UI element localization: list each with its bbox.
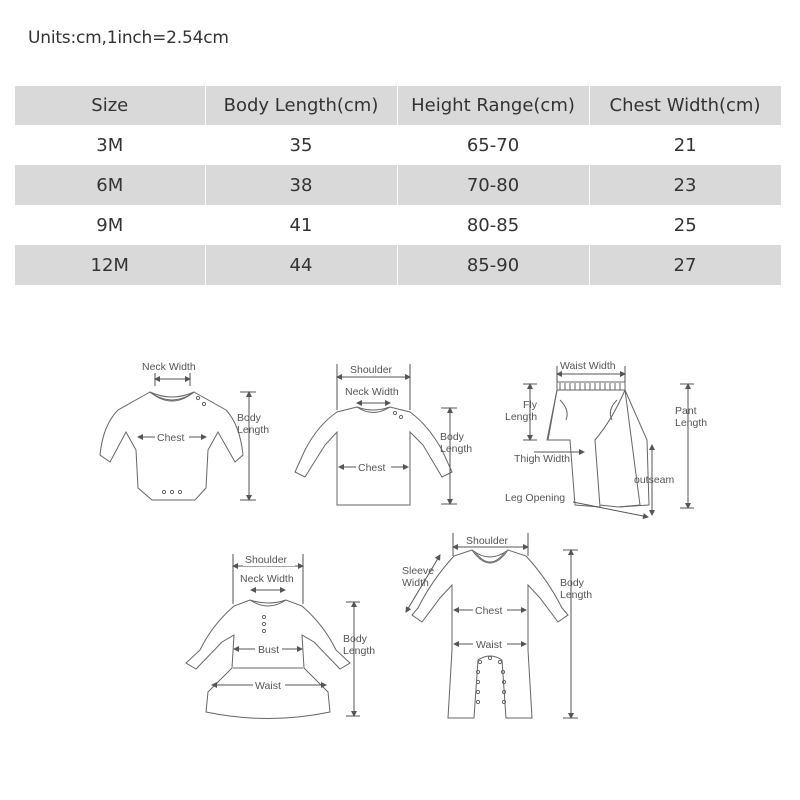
shirt-button — [399, 415, 402, 418]
pants-pocket — [610, 400, 617, 420]
pants-diagram — [505, 360, 707, 517]
table-cell: 85-90 — [397, 245, 589, 285]
waist-label: Waist — [255, 680, 281, 692]
romper-snap — [498, 660, 501, 663]
table-header-cell: Body Length(cm) — [205, 86, 397, 125]
thigh-width-label: Thigh Width — [514, 453, 571, 465]
neck-width-label: Neck Width — [142, 361, 196, 373]
romper-snap — [502, 700, 505, 703]
shoulder-label: Shoulder — [466, 535, 509, 547]
table-cell: 70-80 — [397, 165, 589, 205]
bodysuit-snap — [170, 490, 173, 493]
shoulder-label: Shoulder — [350, 364, 393, 376]
bust-label: Bust — [258, 644, 280, 656]
chest-label: Chest — [358, 462, 386, 474]
table-header-cell: Size — [15, 86, 205, 125]
table-cell: 6M — [15, 165, 205, 205]
sleeve-width-label: Width — [402, 577, 429, 589]
shirt-button — [393, 411, 396, 414]
pants-outline — [547, 390, 640, 507]
bodysuit-snap — [162, 490, 165, 493]
waist-width-label: Waist Width — [560, 360, 616, 372]
table-cell: 38 — [205, 165, 397, 205]
body-length-label: Body — [237, 412, 261, 424]
pant-length-label: Length — [675, 417, 708, 429]
romper-snap — [476, 700, 479, 703]
sleeve-width-label: Sleeve — [402, 565, 435, 577]
chest-label: Chest — [157, 432, 185, 444]
body-length-label: Body — [440, 431, 464, 443]
shirt-diagram — [295, 363, 472, 505]
table-cell: 44 — [205, 245, 397, 285]
table-cell: 21 — [673, 134, 697, 156]
dress-diagram — [186, 553, 375, 719]
neck-width-label: Neck Width — [240, 573, 294, 585]
romper-snap — [478, 660, 481, 663]
body-length-label: Length — [440, 443, 473, 455]
table-cell: 9M — [15, 205, 205, 245]
bodysuit-snap — [178, 490, 181, 493]
dress-button — [262, 622, 265, 625]
shirt-outline — [295, 407, 452, 505]
outseam-label: outseam — [634, 474, 675, 486]
romper-snap — [476, 670, 479, 673]
table-cell: 65-70 — [397, 125, 589, 165]
waistband-ribbing — [560, 383, 620, 390]
body-length-label: Length — [237, 424, 270, 436]
leg-opening-label: Leg Opening — [505, 492, 566, 504]
table-cell: 35 — [205, 125, 397, 165]
chest-label: Chest — [475, 605, 503, 617]
body-length-label: Length — [343, 645, 376, 657]
bodysuit-snap — [196, 396, 199, 399]
romper-snap — [476, 680, 479, 683]
dress-button — [262, 615, 265, 618]
dress-outline — [186, 600, 350, 719]
romper-diagram — [402, 533, 592, 718]
body-length-label: Body — [560, 577, 584, 589]
bodysuit-diagram — [100, 361, 269, 500]
shoulder-label: Shoulder — [245, 554, 288, 566]
pants-pocket — [560, 400, 567, 420]
pant-length-label: Pant — [675, 405, 697, 417]
table-cell: 3M — [15, 125, 205, 165]
bodysuit-outline — [100, 392, 243, 500]
table-cell: 12M — [15, 245, 205, 285]
bodysuit-snap — [202, 402, 205, 405]
table-cell: 27 — [589, 245, 781, 285]
body-length-label: Length — [560, 589, 593, 601]
table-cell: 80-85 — [397, 205, 589, 245]
table-cell: 23 — [589, 165, 781, 205]
romper-outline — [412, 550, 568, 718]
leg-opening-arrow — [573, 502, 648, 517]
neck-width-label: Neck Width — [345, 386, 399, 398]
fly-length-label: Fly — [523, 399, 537, 411]
table-header-cell: Height Range(cm) — [397, 86, 589, 125]
table-cell: 41 — [205, 205, 397, 245]
body-length-label: Body — [343, 633, 367, 645]
units-note: Units:cm,1inch=2.54cm — [28, 28, 229, 48]
table-header-cell: Chest Width(cm) — [589, 86, 781, 125]
romper-snap — [488, 656, 491, 659]
romper-snap — [476, 690, 479, 693]
table-cell: 25 — [673, 214, 697, 236]
waist-label: Waist — [476, 639, 502, 651]
dress-button — [262, 629, 265, 632]
fly-length-label: Length — [505, 411, 538, 423]
